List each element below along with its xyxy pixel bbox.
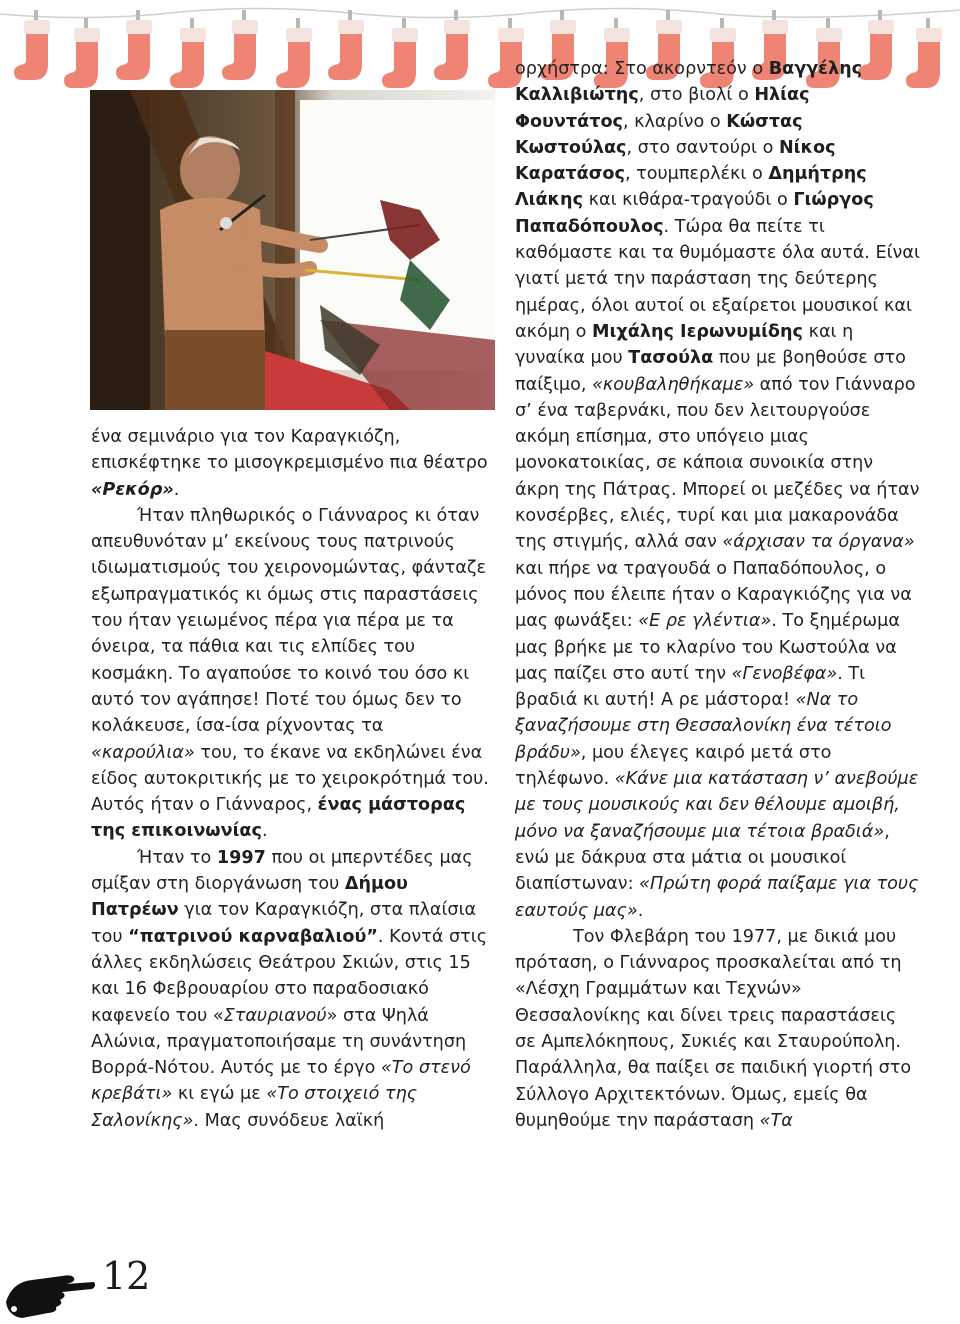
garland-string bbox=[0, 8, 960, 17]
left-paragraph-1: ένα σεμινάριο για τον Καραγκιόζη, επισκέφτηκε το μισογκρεμισμένο πια θέατρο «Ρεκόρ». bbox=[91, 427, 488, 500]
right-paragraph-2: Τον Φλεβάρη του 1977, με δικιά μου πρόταση, ο Γιάνναρος προσκαλείται από τη «Λέσχη Γραμμάτων και Τεχνών» Θεσσαλονίκης και δίνει τρεις παραστάσεις σε Αμπελόκηπους, Συκιές και Σταυρούπολη. Παράλληλα, θα παίξει σε παιδική γιορτή στο Σύλλογο Αρχιτεκτόνων. Όμως, εμείς θα θυμηθούμε την παράσταση «Τα bbox=[515, 926, 912, 1131]
page-number: 12 bbox=[102, 1254, 151, 1298]
stocking-icon bbox=[328, 10, 364, 80]
stocking-icon bbox=[116, 10, 152, 80]
puppeteer-photo bbox=[90, 90, 495, 410]
right-paragraph-1: ορχήστρα: Στο ακορντεόν ο Βαγγέλης Καλλιβιώτης, στο βιολί ο Ηλίας Φουντάτος, κλαρίνο ο Κώστας Κωστούλας, στο σαντούρι ο Νίκος Καρατάσος, τουμπερλέκι ο Δημήτρης Λιάκης και κιθάρα-τραγούδι ο Γιώργος Παπαδόπουλος. Τώρα θα πείτε τι καθόμαστε και τα θυμόμαστε όλα αυτά. Είναι γιατί μετά την παράσταση της δεύτερης ημέρας, όλοι αυτοί οι εξαίρετοι μουσικοί και ακόμη ο Μιχάλης Ιερωνυμίδης και η γυναίκα μου Τασούλα που με βοηθούσε στο παίξιμο, «κουβαληθήκαμε» από τον Γιάνναρο σ’ ένα ταβερνάκι, που δεν λειτουργούσε ακόμη επίσημα, στο υπόγειο μιας μονοκατοικίας, σε κάποια συνοικία στην άκρη της Πάτρας. Μπορεί οι μεζέδες να ήταν κονσέρβες, ελιές, τυρί και μια μακαρονάδα της στιγμής, αλλά σαν «άρχισαν τα όργανα» και πήρε να τραγουδά ο Παπαδόπουλος, ο μόνος που έλειπε ήταν ο Καραγκιόζης για να μας φωνάξει: «Ε ρε γλέντια». Το ξημέρωμα μας βρήκε με το κλαρίνο του Κωστούλα να μας παίζει στο αυτί την «Γενοβέφα». Τι βραδιά κι αυτή! Α ρε μάστορα! «Να το ξαναζήσουμε στη Θεσσαλονίκη ένα τέτοιο βράδυ», μου έλεγες καιρό μετά στο τηλέφωνο. «Κάνε μια κατάσταση ν’ ανεβούμε με τους μουσικούς και δεν θέλουμε αμοιβή, μόνο να ξαναζήσουμε μια τέτοια βραδιά», ενώ με δάκρυα στα μάτια οι μουσικοί διαπίστωναν: «Πρώτη φορά παίξαμε για τους εαυτούς μας». bbox=[515, 59, 920, 921]
stocking-icon bbox=[222, 10, 258, 80]
stocking-icon bbox=[64, 18, 100, 88]
left-text-column bbox=[91, 424, 491, 1134]
stocking-icon bbox=[170, 18, 206, 88]
stocking-icon bbox=[14, 10, 50, 80]
pointing-hand-icon bbox=[2, 1262, 97, 1322]
left-paragraph-2: Ήταν πληθωρικός ο Γιάνναρος κι όταν απευθυνόταν μ’ εκείνους τους πατρινούς ιδιωματισμούς του χειρονομώντας, φάνταζε εξωπραγματικός κι όμως στις παραστάσεις του ήταν γειωμένος πέρα για πέρα με τα όνειρα, τα πάθια και τις ελπίδες του κοσμάκη. Το αγαπούσε το κοινό του όσο κι αυτό τον αγάπησε! Ποτέ του όμως δεν το κολάκευσε, ίσα-ίσα ρίχνοντας τα «καρούλια» του, το έκανε να εκδηλώνει ένα είδος αυτοκριτικής με το χειροκρότημά του. Αυτός ήταν ο Γιάνναρος, ένας μάστορας της επικοινωνίας. bbox=[91, 505, 489, 842]
shadow-puppeteer-photo-icon bbox=[90, 90, 495, 410]
stocking-icon bbox=[276, 18, 312, 88]
right-text-column bbox=[515, 56, 920, 1134]
left-paragraph-3: Ήταν το 1997 που οι μπερντέδες μας σμίξαν στη διοργάνωση του Δήμου Πατρέων για τον Καραγκιόζη, στα πλαίσια του “πατρινού καρναβαλιού”. Κοντά στις άλλες εκδηλώσεις Θεάτρου Σκιών, στις 15 και 16 Φεβρουαρίου στο παραδοσιακό καφενείο του «Σταυριανού» στα Ψηλά Αλώνια, πραγματοποιήσαμε τη συνάντηση Βορρά-Νότου. Αυτός με το έργο «Το στενό κρεβάτι» κι εγώ με «Το στοιχειό της Σαλονίκης». Μας συνόδευε λαϊκή bbox=[91, 847, 488, 1131]
stocking-icon bbox=[434, 10, 470, 80]
stocking-icon bbox=[382, 18, 418, 88]
